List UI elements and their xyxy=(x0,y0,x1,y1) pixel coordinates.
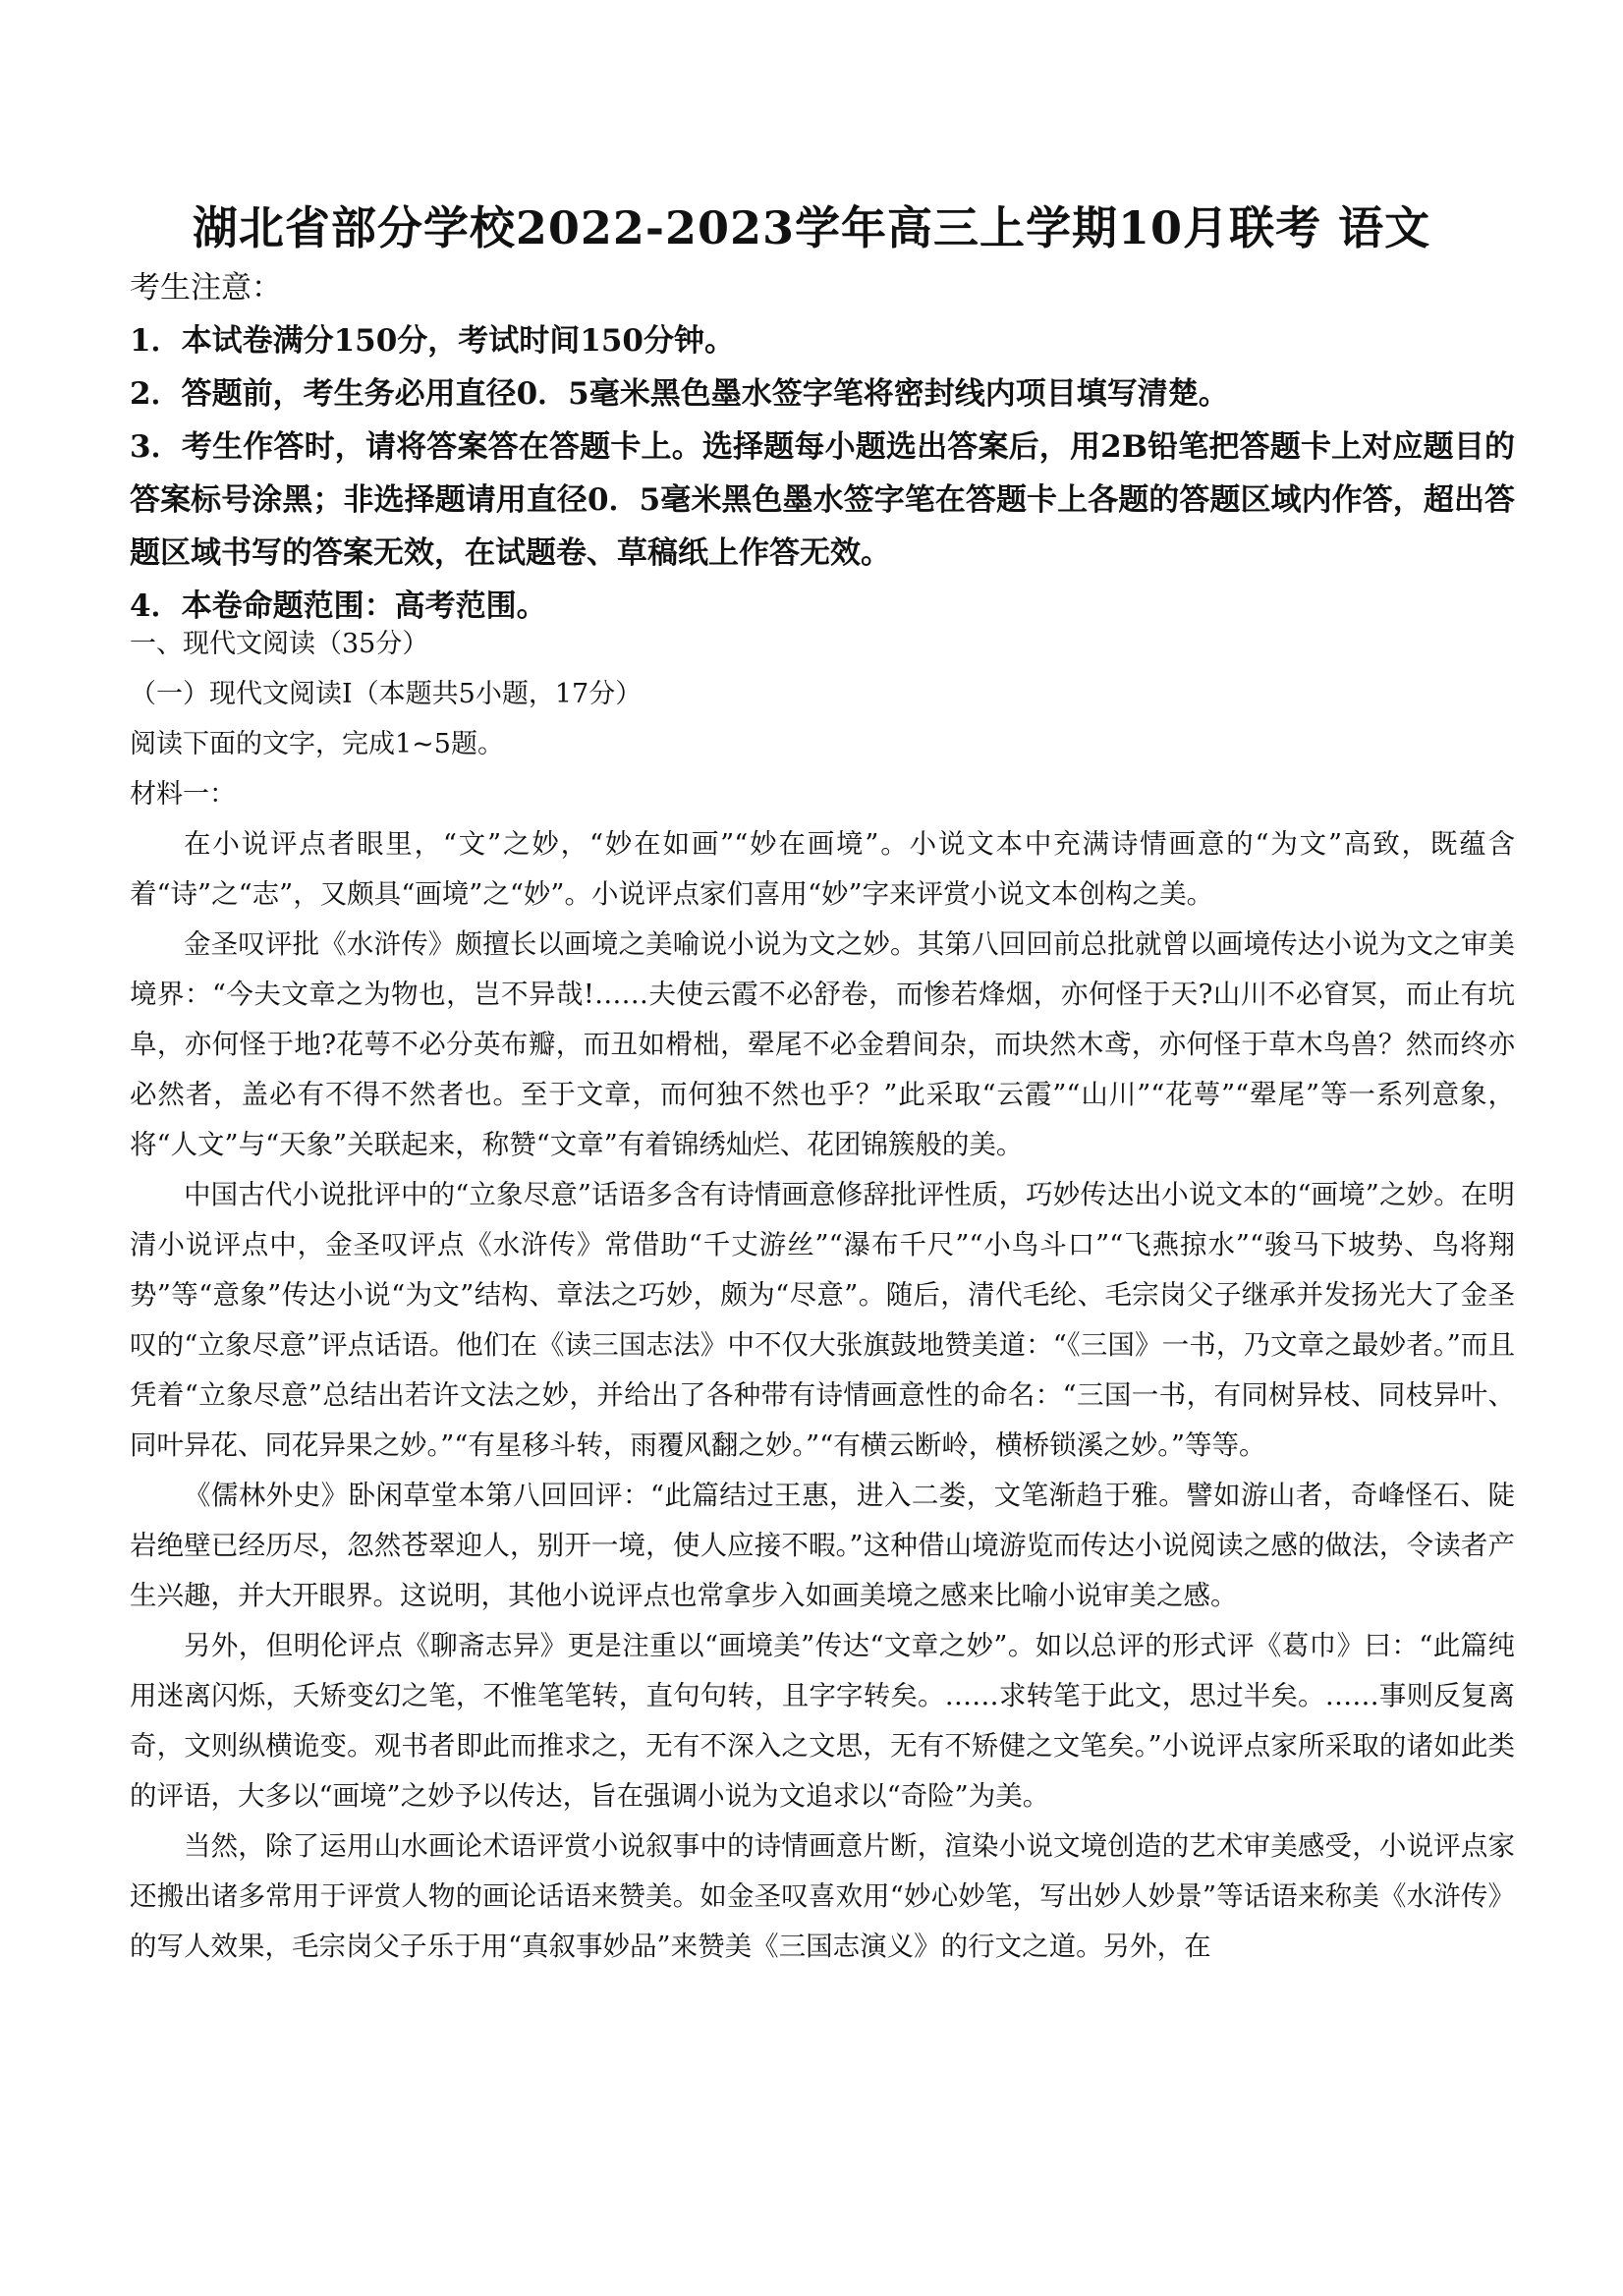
part-heading: 一、现代文阅读（35分） xyxy=(130,629,429,659)
paragraph: 当然，除了运用山水画论术语评赏小说叙事中的诗情画意片断，渲染小说文境创造的艺术审美感受，小说评点家还搬出诸多常用于评赏人物的画论话语来赞美。如金圣叹喜欢用“妙心妙笔，写出妙人妙景”等话语来称美《水浒传》的写人效果，毛宗岗父子乐于用“真叙事妙品”来赞美《三国志演义》的行文之道。另外，在 xyxy=(130,1830,1515,1962)
exam-notice xyxy=(130,261,1515,633)
reading-passage xyxy=(130,819,1515,1972)
paragraph: 金圣叹评批《水浒传》颇擅长以画境之美喻说小说为文之妙。其第八回回前总批就曾以画境传达小说为文之审美境界：“今夫文章之为物也，岂不异哉!……夫使云霞不必舒卷，而惨若烽烟，亦何怪于天?山川不必窅冥，而止有坑阜，亦何怪于地?花萼不必分英布瓣，而丑如榾柮，翚尾不必金碧间杂，而块然木鸢，亦何怪于草木鸟兽？然而终亦必然者，盖必有不得不然者也。至于文章，而何独不然也乎？”此采取“云霞”“山川”“花萼”“翚尾”等一系列意象，将“人文”与“天象”关联起来，称赞“文章”有着锦绣灿烂、花团锦簇般的美。 xyxy=(130,928,1515,1160)
notice-item-1: 1．本试卷满分150分，考试时间150分钟。 xyxy=(130,323,735,359)
notice-heading: 考生注意： xyxy=(130,270,282,306)
paragraph: 《儒林外史》卧闲草堂本第八回回评：“此篇结过王惠，进入二娄，文笔渐趋于雅。譬如游山者，奇峰怪石、陡岩绝壁已经历尽，忽然苍翠迎人，别开一境，使人应接不暇。”这种借山境游览而传达小说阅读之感的做法，令读者产生兴趣，并大开眼界。这说明，其他小说评点也常拿步入如画美境之感来比喻小说审美之感。 xyxy=(130,1480,1515,1611)
material-label: 材料一： xyxy=(130,779,236,810)
page-title: 湖北省部分学校2022-2023学年高三上学期10月联考 语文 xyxy=(192,201,1431,254)
section-header xyxy=(130,619,1515,819)
notice-item-4: 4．本卷命题范围：高考范围。 xyxy=(130,588,547,624)
paragraph: 在小说评点者眼里，“文”之妙，“妙在如画”“妙在画境”。小说文本中充满诗情画意的“为文”高致，既蕴含着“诗”之“志”，又颇具“画境”之“妙”。小说评点家们喜用“妙”字来评赏小说文本创构之美。 xyxy=(130,828,1515,910)
sub-heading: （一）现代文阅读I（本题共5小题，17分） xyxy=(130,679,643,709)
paragraph: 另外，但明伦评点《聊斋志异》更是注重以“画境美”传达“文章之妙”。如以总评的形式评《葛巾》曰：“此篇纯用迷离闪烁，夭矫变幻之笔，不惟笔笔转，直句句转，且字字转矣。……求转笔于此文，思过半矣。……事则反复离奇，文则纵横诡变。观书者即此而推求之，无有不深入之文思，无有不矫健之文笔矣。”小说评点家所采取的诸如此类的评语，大多以“画境”之妙予以传达，旨在强调小说为文追求以“奇险”为美。 xyxy=(130,1630,1515,1812)
reading-instruction: 阅读下面的文字，完成1~5题。 xyxy=(130,729,504,759)
notice-item-2: 2．答题前，考生务必用直径0．5毫米黑色墨水签字笔将密封线内项目填写清楚。 xyxy=(130,376,1229,412)
notice-item-3: 3．考生作答时，请将答案答在答题卡上。选择题每小题选出答案后，用2B铅笔把答题卡上对应题目的答案标号涂黑；非选择题请用直径0．5毫米黑色墨水签字笔在答题卡上各题的答题区域内作答，超出答题区域书写的答案无效，在试题卷、草稿纸上作答无效。 xyxy=(130,429,1515,571)
paragraph: 中国古代小说批评中的“立象尽意”话语多含有诗情画意修辞批评性质，巧妙传达出小说文本的“画境”之妙。在明清小说评点中，金圣叹评点《水浒传》常借助“千丈游丝”“瀑布千尺”“小鸟斗口”“飞燕掠水”“骏马下坡势、鸟将翔势”等“意象”传达小说“为文”结构、章法之巧妙，颇为“尽意”。随后，清代毛纶、毛宗岗父子继承并发扬光大了金圣叹的“立象尽意”评点话语。他们在《读三国志法》中不仅大张旗鼓地赞美道：“《三国》一书，乃文章之最妙者。”而且凭着“立象尽意”总结出若许文法之妙，并给出了各种带有诗情画意性的命名：“三国一书，有同树异枝、同枝异叶、同叶异花、同花异果之妙。”“有星移斗转，雨覆风翻之妙。”“有横云断岭，横桥锁溪之妙。”等等。 xyxy=(130,1179,1515,1461)
